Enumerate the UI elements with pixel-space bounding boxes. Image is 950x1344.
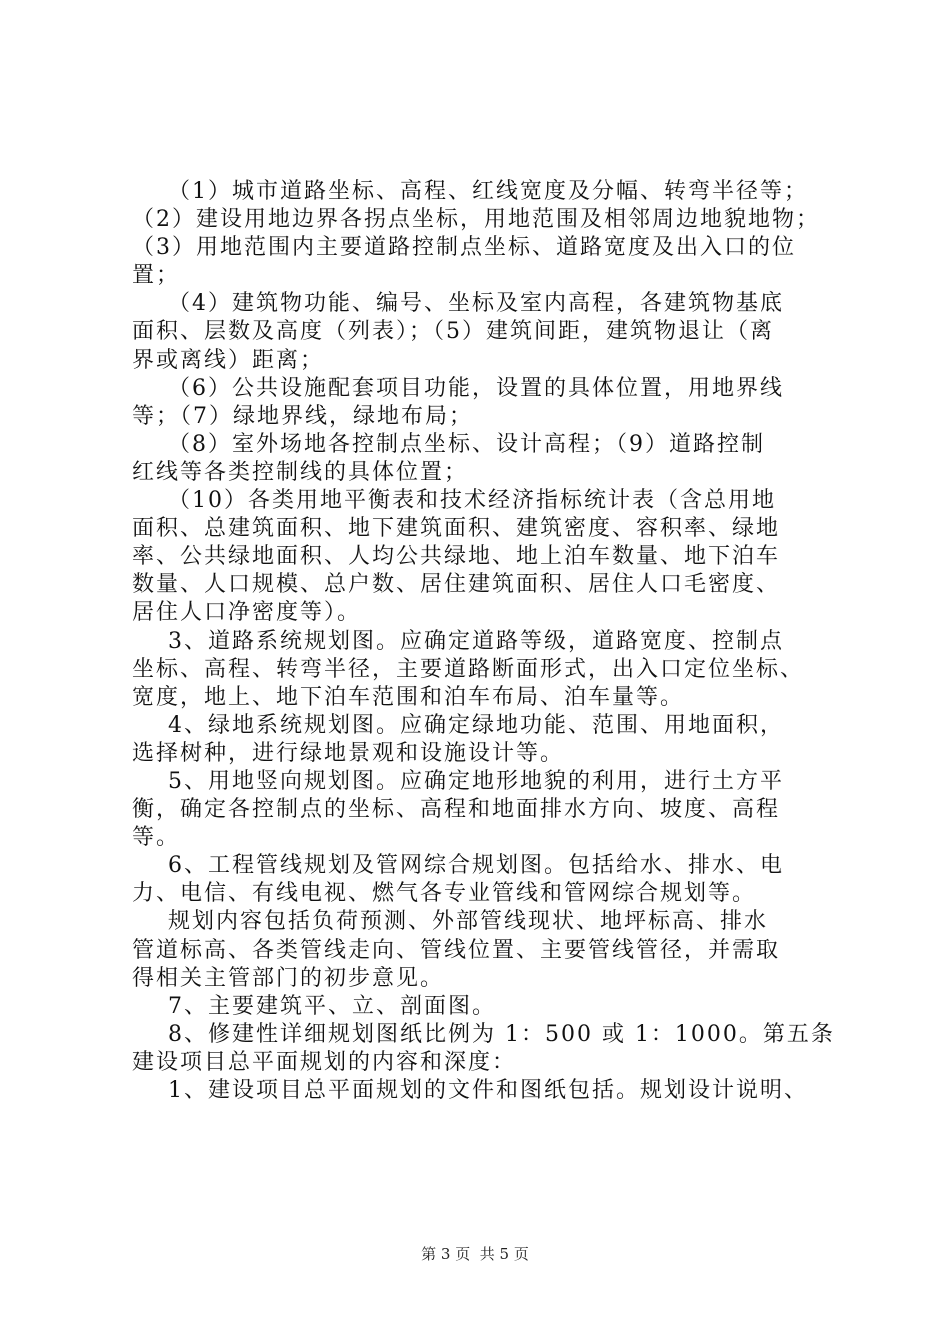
text-line: 宽度，地上、地下泊车范围和泊车布局、泊车量等。 — [132, 684, 685, 710]
text-line: 管道标高、各类管线走向、管线位置、主要管线管径，并需取 — [132, 937, 781, 963]
text-line: 建设项目总平面规划的内容和深度： — [132, 1049, 517, 1075]
text-line: （10）各类用地平衡表和技术经济指标统计表（含总用地 — [132, 488, 776, 514]
text-line: 居住人口净密度等）。 — [132, 600, 362, 626]
text-line: 率、公共绿地面积、人均公共绿地、地上泊车数量、地下泊车 — [132, 544, 781, 570]
text-line: 界或离线）距离； — [132, 347, 325, 373]
text-line: 1、建设项目总平面规划的文件和图纸包括。规划设计说明、 — [132, 1078, 808, 1103]
text-line: 等。 — [132, 825, 181, 851]
text-line: 6、工程管线规划及管网综合规划图。包括给水、排水、电 — [132, 853, 784, 879]
text-line: 衡，确定各控制点的坐标、高程和地面排水方向、坡度、高程 — [132, 797, 781, 823]
text-line: （4）建筑物功能、编号、坐标及室内高程，各建筑物基底 — [132, 291, 784, 317]
text-line: 得相关主管部门的初步意见。 — [132, 965, 445, 991]
text-line: （8）室外场地各控制点坐标、设计高程；（9）道路控制 — [132, 431, 765, 457]
text-line: （6）公共设施配套项目功能，设置的具体位置，用地界线 — [132, 375, 784, 401]
text-line: 8、修建性详细规划图纸比例为 1：500 或 1：1000。第五条 — [132, 1021, 835, 1047]
text-line: 选择树种，进行绿地景观和设施设计等。 — [132, 740, 565, 766]
text-line: 4、绿地系统规划图。应确定绿地功能、范围、用地面积， — [132, 712, 784, 738]
text-line: 等；（7）绿地界线，绿地布局； — [132, 403, 473, 429]
text-line: 坐标、高程、转弯半径，主要道路断面形式，出入口定位坐标、 — [132, 656, 805, 682]
text-line: 红线等各类控制线的具体位置； — [132, 459, 469, 485]
text-line: 置； — [132, 263, 181, 289]
text-line: 面积、总建筑面积、地下建筑面积、建筑密度、容积率、绿地 — [132, 516, 781, 542]
text-line: 3、道路系统规划图。应确定道路等级，道路宽度、控制点 — [132, 628, 784, 654]
text-line: 规划内容包括负荷预测、外部管线现状、地坪标高、排水 — [132, 909, 768, 935]
text-line: 数量、人口规模、总户数、居住建筑面积、居住人口毛密度、 — [132, 572, 781, 598]
text-line: 7、主要建筑平、立、剖面图。 — [132, 993, 496, 1019]
page-number-footer: 第 3 页 共 5 页 — [421, 1245, 529, 1263]
text-line: 5、用地竖向规划图。应确定地形地貌的利用，进行土方平 — [132, 768, 784, 794]
text-line: 力、电信、有线电视、燃气各专业管线和管网综合规划等。 — [132, 881, 757, 907]
text-line: 面积、层数及高度（列表）；（5）建筑间距，建筑物退让（离 — [132, 319, 774, 345]
text-line: （1）城市道路坐标、高程、红线宽度及分幅、转弯半径等； — [132, 179, 808, 204]
text-line: （2）建设用地边界各拐点坐标，用地范围及相邻周边地貌地物； — [132, 207, 820, 233]
document-body — [132, 178, 852, 1105]
text-line: （3）用地范围内主要道路控制点坐标、道路宽度及出入口的位 — [132, 235, 796, 261]
